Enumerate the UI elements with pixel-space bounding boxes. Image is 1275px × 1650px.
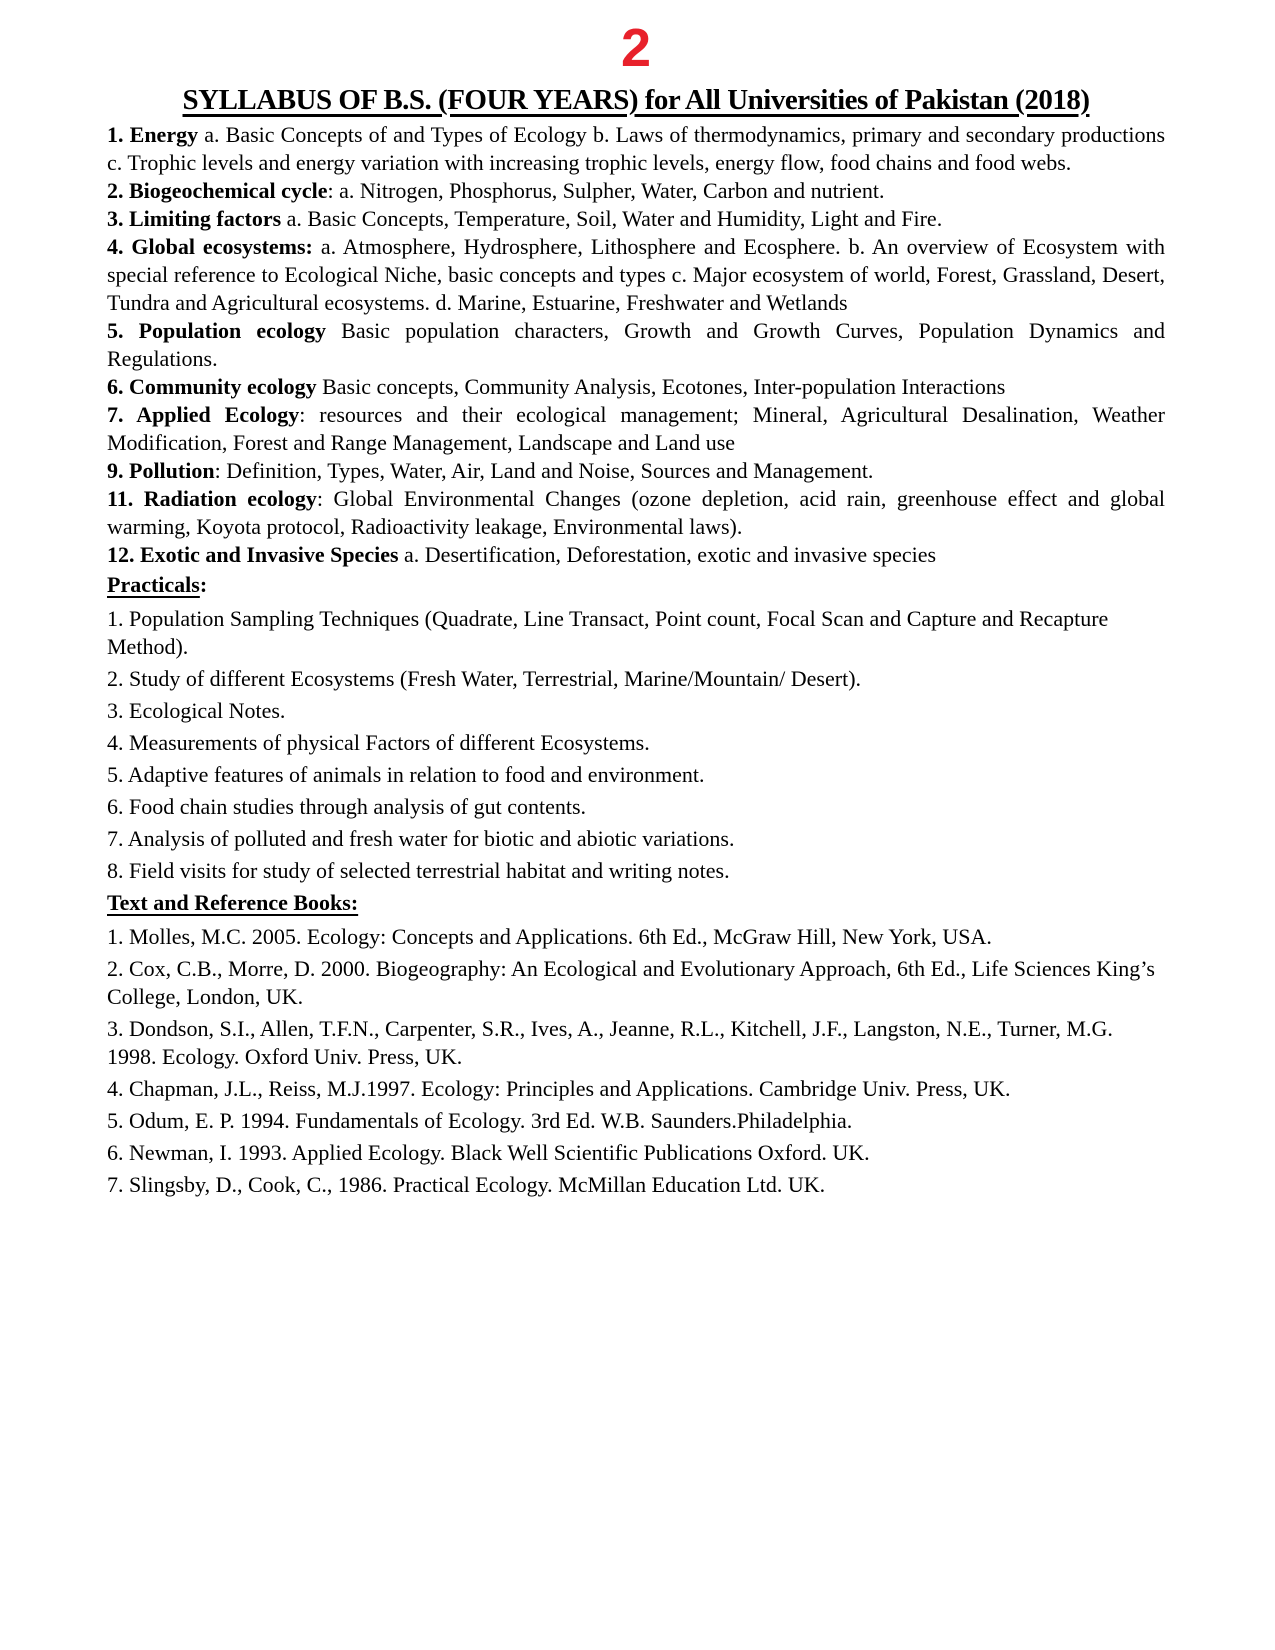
syllabus-item-body: : Global Environmental Changes (ozone depletion, acid rain, greenhouse effect and global warming, Koyota protocol, Radioactivity leakage, Environmental laws). [107,485,1165,539]
syllabus-section [107,121,1165,569]
syllabus-item [107,233,1165,317]
practical-item: 1. Population Sampling Techniques (Quadrate, Line Transact, Point count, Focal Scan and Capture and Recapture Method). [107,605,1109,659]
syllabus-item-lead: 12. Exotic and Invasive Species [107,541,399,567]
syllabus-item [107,485,1165,541]
references-heading-text: Text and Reference Books: [107,889,359,915]
reference-item: 4. Chapman, J.L., Reiss, M.J.1997. Ecology: Principles and Applications. Cambridge Univ. Press, UK. [107,1075,1011,1101]
syllabus-item [107,177,1165,205]
practical-item: 2. Study of different Ecosystems (Fresh Water, Terrestrial, Marine/Mountain/ Desert). [107,665,862,691]
syllabus-item [107,121,1165,177]
practical-item: 3. Ecological Notes. [107,697,286,723]
reference-item: 5. Odum, E. P. 1994. Fundamentals of Ecology. 3rd Ed. W.B. Saunders.Philadelphia. [107,1107,853,1133]
syllabus-item [107,401,1165,457]
reference-item: 2. Cox, C.B., Morre, D. 2000. Biogeography: An Ecological and Evolutionary Approach, 6th Ed., Life Sciences King’s College, London, UK. [107,955,1155,1009]
syllabus-item-lead: 2. Biogeochemical cycle [107,177,328,203]
syllabus-item-lead: 5. Population ecology [107,317,327,343]
references-heading [107,889,1165,917]
syllabus-item-body: Basic concepts, Community Analysis, Ecotones, Inter-population Interactions [316,373,1006,399]
syllabus-item-body: a. Desertification, Deforestation, exotic and invasive species [398,541,937,567]
syllabus-item-lead: 7. Applied Ecology [107,401,300,427]
syllabus-item-body: a. Basic Concepts, Temperature, Soil, Water and Humidity, Light and Fire. [281,205,943,231]
syllabus-item [107,541,1165,569]
practical-item: 5. Adaptive features of animals in relation to food and environment. [107,761,705,787]
syllabus-item-lead: 4. Global ecosystems: [107,233,313,259]
syllabus-item [107,373,1165,401]
practical-item: 7. Analysis of polluted and fresh water for biotic and abiotic variations. [107,825,735,851]
syllabus-item-lead: 9. Pollution [107,457,215,483]
references-section [107,923,1165,1199]
reference-item: 3. Dondson, S.I., Allen, T.F.N., Carpenter, S.R., Ives, A., Jeanne, R.L., Kitchell, J.F., Langston, N.E., Turner, M.G. 1998. Ecology. Oxford Univ. Press, UK. [107,1015,1113,1069]
syllabus-item-body: a. Atmosphere, Hydrosphere, Lithosphere and Ecosphere. b. An overview of Ecosystem with special reference to Ecological Niche, basic concepts and types c. Major ecosystem of world, Forest, Grassland, Desert, Tundra and Agricultural ecosystems. d. Marine, Estuarine, Freshwater and Wetlands [107,233,1165,315]
syllabus-item [107,205,1165,233]
reference-item: 1. Molles, M.C. 2005. Ecology: Concepts and Applications. 6th Ed., McGraw Hill, New York, USA. [107,923,992,949]
syllabus-item-lead: 6. Community ecology [107,373,317,399]
syllabus-item [107,317,1165,373]
practicals-heading-colon: : [199,571,208,597]
syllabus-item-body: : Definition, Types, Water, Air, Land and Noise, Sources and Management. [214,457,874,483]
reference-item: 7. Slingsby, D., Cook, C., 1986. Practical Ecology. McMillan Education Ltd. UK. [107,1171,826,1197]
syllabus-item-body: Basic population characters, Growth and Growth Curves, Population Dynamics and Regulations. [107,317,1166,371]
practicals-section [107,605,1165,885]
syllabus-item-body: : a. Nitrogen, Phosphorus, Sulpher, Water, Carbon and nutrient. [327,177,885,203]
syllabus-item-lead: 3. Limiting factors [107,205,282,231]
syllabus-item-body: : resources and their ecological management; Mineral, Agricultural Desalination, Weather Modification, Forest and Range Management, Landscape and Land use [107,401,1165,455]
syllabus-item [107,457,1165,485]
practicals-heading [107,571,1165,599]
reference-item: 6. Newman, I. 1993. Applied Ecology. Black Well Scientific Publications Oxford. UK. [107,1139,870,1165]
page-number: 2 [620,18,652,78]
practical-item: 4. Measurements of physical Factors of different Ecosystems. [107,729,650,755]
practical-item: 6. Food chain studies through analysis of gut contents. [107,793,587,819]
page-title: SYLLABUS OF B.S. (FOUR YEARS) for All Universities of Pakistan (2018) [182,83,1090,116]
syllabus-item-lead: 1. Energy [107,121,199,147]
practical-item: 8. Field visits for study of selected terrestrial habitat and writing notes. [107,857,730,883]
practicals-heading-text: Practicals [107,571,200,597]
syllabus-item-body: a. Basic Concepts of and Types of Ecology b. Laws of thermodynamics, primary and secondary productions c. Trophic levels and energy variation with increasing trophic levels, energy flow, food chains and food webs. [107,121,1165,175]
syllabus-item-lead: 11. Radiation ecology [107,485,317,511]
